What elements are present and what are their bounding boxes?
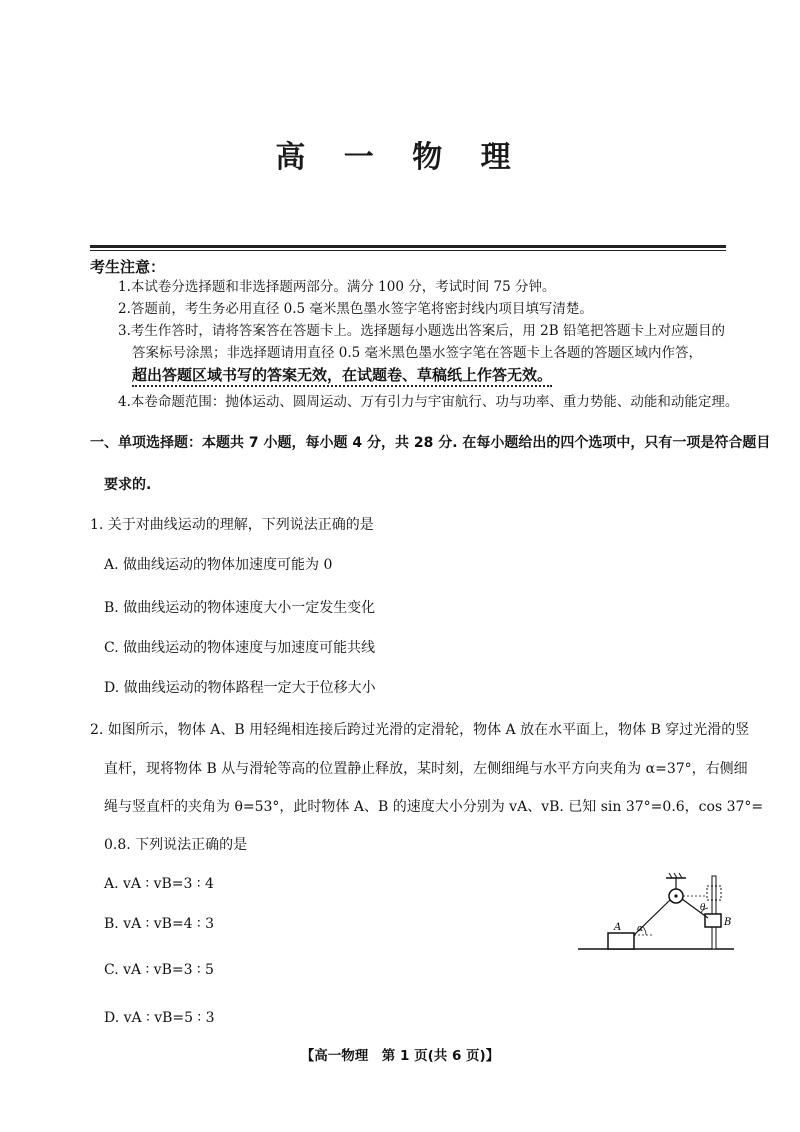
section-heading: 一、单项选择题：本题共 7 小题，每小题 4 分，共 28 分. 在每小题给出的四个选项中，只有一项是符合题目 — [90, 435, 771, 451]
header-rule-thin — [90, 250, 726, 251]
notice-item-3-cont: 答案标号涂黑；非选择题请用直径 0.5 毫米黑色墨水签字笔在答题卡上各题的答题区域内作答， — [132, 345, 703, 361]
question-2-option-d: D. vA ∶ vB=5 ∶ 3 — [104, 1010, 215, 1026]
notice-item-4: 4.本卷命题范围：抛体运动、圆周运动、万有引力与宇宙航行、功与功率、重力势能、动能和动能定理。 — [118, 394, 739, 410]
label-b: B — [724, 917, 732, 928]
notice-item-1: 1.本试卷分选择题和非选择题两部分。满分 100 分，考试时间 75 分钟。 — [118, 279, 556, 295]
question-1-option-c: C. 做曲线运动的物体速度与加速度可能共线 — [104, 640, 376, 656]
question-1-option-d: D. 做曲线运动的物体路程一定大于位移大小 — [104, 680, 376, 696]
question-2-stem-2: 直杆，现将物体 B 从与滑轮等高的位置静止释放，某时刻，左侧细绳与水平方向夹角为 α=37°，右侧细 — [104, 761, 748, 777]
question-2-option-b: B. vA ∶ vB=4 ∶ 3 — [104, 916, 215, 932]
question-1-stem: 1. 关于对曲线运动的理解，下列说法正确的是 — [90, 517, 374, 533]
block-b — [705, 914, 721, 927]
label-a: A — [614, 922, 622, 933]
page-title: 高 一 物 理 — [275, 140, 525, 175]
question-2-stem-4: 0.8. 下列说法正确的是 — [104, 837, 248, 853]
question-2-stem-1: 2. 如图所示，物体 A、B 用轻绳相连接后跨过光滑的定滑轮，物体 A 放在水平面上，物体 B 穿过光滑的竖 — [90, 722, 750, 738]
header-rule-thick — [90, 245, 726, 248]
alpha-arc — [643, 927, 646, 935]
pulley-diagram — [574, 868, 738, 958]
label-theta: θ — [700, 903, 706, 913]
notice-heading: 考生注意： — [90, 258, 166, 276]
vertical-rod — [712, 876, 716, 949]
question-1-option-a: A. 做曲线运动的物体加速度可能为 0 — [104, 557, 333, 573]
notice-item-2: 2.答题前，考生务必用直径 0.5 毫米黑色墨水签字笔将密封线内项目填写清楚。 — [118, 301, 593, 317]
question-2-option-a: A. vA ∶ vB=3 ∶ 4 — [104, 876, 214, 892]
notice-warning: 超出答题区域书写的答案无效，在试题卷、草稿纸上作答无效。 — [132, 366, 552, 387]
block-a — [608, 933, 634, 949]
question-2-stem-3: 绳与竖直杆的夹角为 θ=53°，此时物体 A、B 的速度大小分别为 vA、vB. 已知 sin 37°=0.6，cos 37°= — [104, 799, 764, 815]
question-2-option-c: C. vA ∶ vB=3 ∶ 5 — [104, 962, 214, 978]
page-footer: 【高一物理 第 1 页(共 6 页)】 — [300, 1048, 500, 1064]
question-1-option-b: B. 做曲线运动的物体速度大小一定发生变化 — [104, 600, 376, 616]
label-alpha: α — [637, 924, 644, 934]
section-heading-cont: 要求的. — [104, 477, 152, 493]
notice-item-3: 3.考生作答时，请将答案答在答题卡上。选择题每小题选出答案后，用 2B 铅笔把答题卡上对应题目的 — [118, 323, 725, 339]
